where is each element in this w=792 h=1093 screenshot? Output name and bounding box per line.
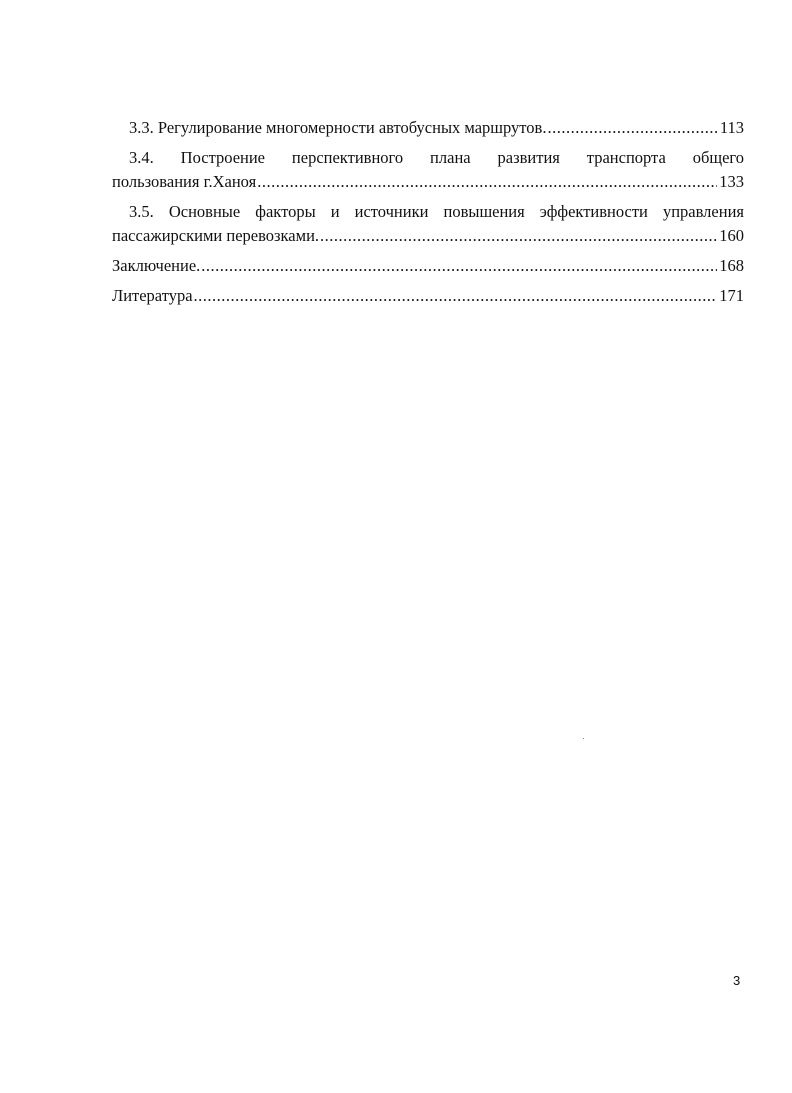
toc-entry-title: Заключение. — [112, 256, 201, 275]
toc-entry-title-line-2: пассажирскими перевозками. — [112, 226, 320, 245]
toc-entry-3-4 — [112, 146, 744, 194]
table-of-contents — [112, 116, 744, 308]
toc-entry-conclusion — [112, 254, 744, 278]
toc-entry-3-5 — [112, 200, 744, 248]
toc-entry-page: 168 — [719, 256, 744, 275]
toc-entry-page: 160 — [719, 226, 744, 245]
toc-entry-line — [112, 224, 744, 248]
toc-entry-page: 113 — [719, 118, 744, 137]
toc-entry-title-line-2: пользования г.Ханоя — [112, 172, 257, 191]
toc-entry-title: Литература — [112, 286, 193, 305]
toc-entry-literature — [112, 284, 744, 308]
dot-leader — [257, 170, 717, 194]
toc-entry-page: 133 — [719, 172, 744, 191]
scan-speck — [583, 738, 584, 739]
dot-leader — [547, 116, 717, 140]
toc-entry-title: 3.3. Регулирование многомерности автобусных маршрутов. — [129, 118, 547, 137]
page-number: 3 — [733, 973, 741, 988]
dot-leader — [194, 284, 718, 308]
toc-entry-title-line-1: 3.4. Построение перспективного плана развития транспорта общего — [129, 148, 744, 167]
toc-entry-3-3 — [112, 116, 744, 140]
toc-entry-line — [112, 284, 744, 308]
dot-leader — [320, 224, 717, 248]
toc-entry-title-line-1: 3.5. Основные факторы и источники повышения эффективности управления — [129, 202, 744, 221]
dot-leader — [201, 254, 717, 278]
toc-entry-line — [112, 254, 744, 278]
toc-entry-line — [112, 116, 744, 140]
toc-entry-page: 171 — [719, 286, 744, 305]
toc-entry-line — [112, 170, 744, 194]
